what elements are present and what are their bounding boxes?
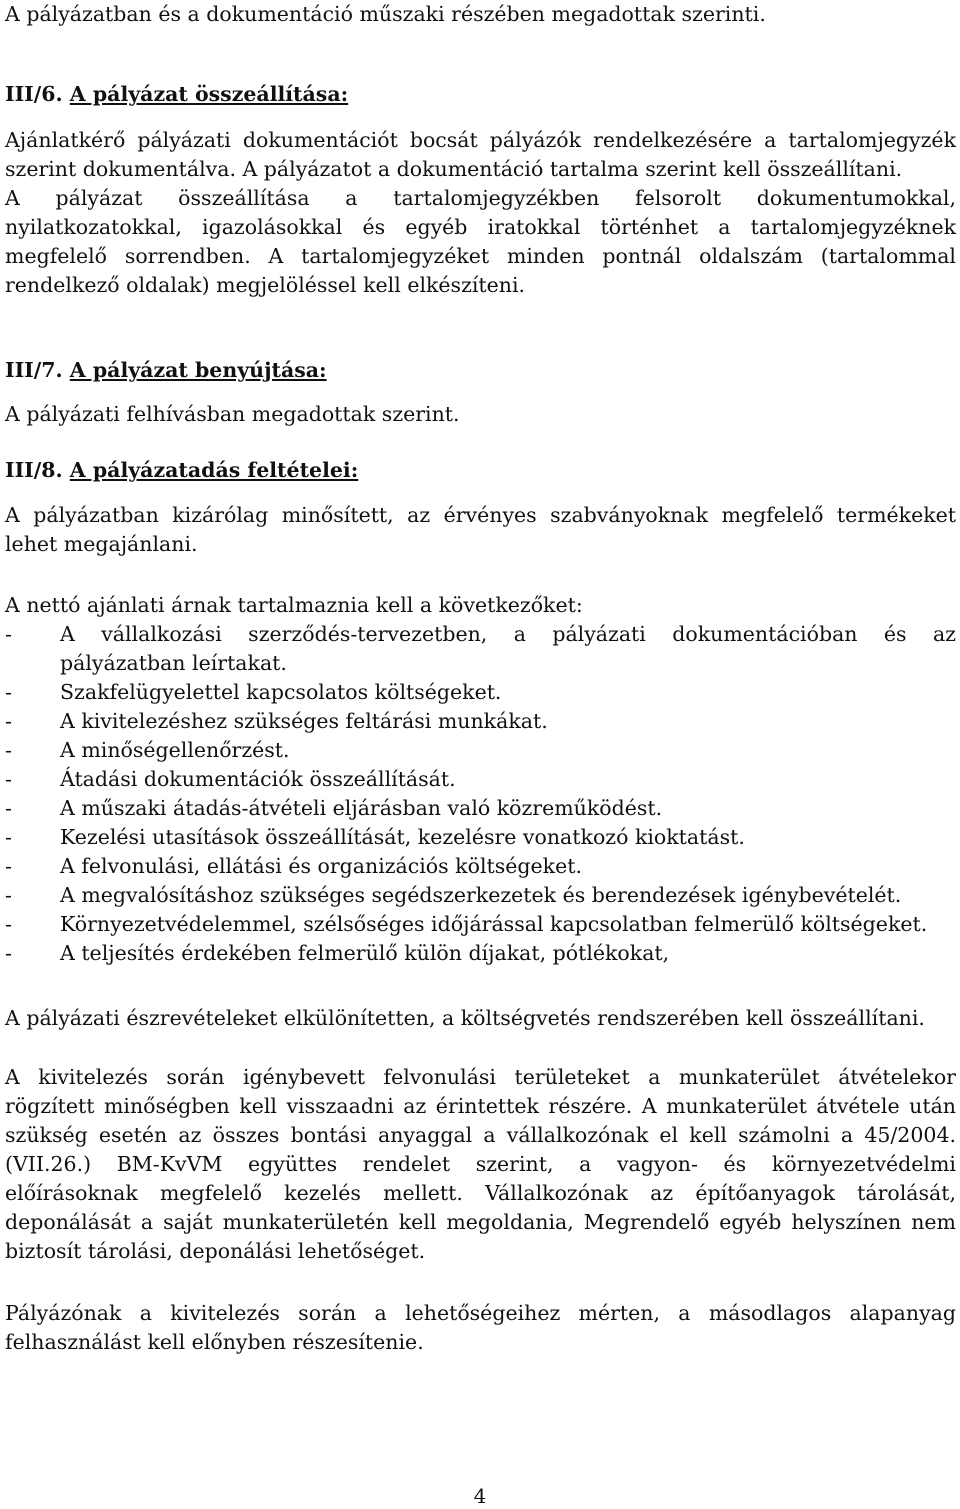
paragraph-line: Ajánlatkérő pályázati dokumentációt bocsát pályázók rendelkezésére a tartalomjegyzék [5, 128, 956, 152]
list-dash: - [5, 825, 12, 849]
paragraph-line: A pályázati felhívásban megadottak szerint. [5, 402, 460, 426]
list-item-text: A kivitelezéshez szükséges feltárási munkákat. [60, 709, 548, 733]
paragraph-line: szükség esetén az összes bontási anyaggal a vállalkozónak el kell számolni a 45/2004. [5, 1123, 956, 1147]
paragraph-line: A pályázati észrevételeket elkülönítetten, a költségvetés rendszerében kell összeállítani. [5, 1006, 925, 1030]
list-item-text: pályázatban leírtakat. [60, 651, 287, 675]
list-dash: - [5, 796, 12, 820]
list-item-text: A teljesítés érdekében felmerülő külön díjakat, pótlékokat, [60, 941, 670, 965]
list-dash: - [5, 622, 12, 646]
list-item-text: A minőségellenőrzést. [60, 738, 290, 762]
paragraph-line: biztosít tárolási, deponálási lehetőséget. [5, 1239, 426, 1263]
paragraph-line: (VII.26.) BM-KvVM együttes rendelet szerint, a vagyon- és környezetvédelmi [5, 1152, 956, 1176]
paragraph-line: Pályázónak a kivitelezés során a lehetőségeihez mérten, a másodlagos alapanyag [5, 1301, 956, 1325]
paragraph-line: A pályázat összeállítása a tartalomjegyzékben felsorolt dokumentumokkal, [5, 186, 956, 210]
section-title: A pályázat összeállítása: [69, 82, 349, 106]
list-item-text: A műszaki átadás-átvételi eljárásban való közreműködést. [60, 796, 663, 820]
list-dash: - [5, 709, 12, 733]
paragraph-line: lehet megajánlani. [5, 532, 198, 556]
section-heading-7 [5, 356, 327, 384]
paragraph-line: rendelkező oldalak) megjelöléssel kell elkészíteni. [5, 273, 526, 297]
list-item-text: Kezelési utasítások összeállítását, kezelésre vonatkozó kioktatást. [60, 825, 745, 849]
list-item-text: A megvalósításhoz szükséges segédszerkezetek és berendezések igénybevételét. [60, 883, 902, 907]
section-number: III/8. [5, 458, 63, 482]
paragraph-line: szerint dokumentálva. A pályázatot a dokumentáció tartalma szerint kell összeállítani. [5, 157, 903, 181]
list-dash: - [5, 680, 12, 704]
paragraph-line: előírásoknak megfelelő kezelés mellett. Vállalkozónak az építőanyagok tárolását, [5, 1181, 956, 1205]
list-dash: - [5, 883, 12, 907]
section-title: A pályázatadás feltételei: [69, 458, 359, 482]
list-item-text: A vállalkozási szerződés-tervezetben, a pályázati dokumentációban és az [60, 622, 956, 646]
document-page [5, 0, 956, 1509]
intro-line: A pályázatban és a dokumentáció műszaki részében megadottak szerinti. [5, 2, 766, 26]
list-dash: - [5, 738, 12, 762]
paragraph-line: felhasználást kell előnyben részesítenie. [5, 1330, 424, 1354]
paragraph-line: nyilatkozatokkal, igazolásokkal és egyéb iratokkal történhet a tartalomjegyzéknek [5, 215, 956, 239]
section-number: III/6. [5, 82, 63, 106]
list-dash: - [5, 912, 12, 936]
section-heading-8 [5, 456, 358, 484]
paragraph-line: rögzített minőségben kell visszaadni az érintettek részére. A munkaterület átvétele után [5, 1094, 956, 1118]
paragraph-line: A kivitelezés során igénybevett felvonulási területeket a munkaterület átvételekor [5, 1065, 956, 1089]
list-dash: - [5, 854, 12, 878]
paragraph-line: deponálását a saját munkaterületén kell megoldania, Megrendelő egyéb helyszínen nem [5, 1210, 956, 1234]
section-number: III/7. [5, 358, 63, 382]
paragraph-line: megfelelő sorrendben. A tartalomjegyzéket minden pontnál oldalszám (tartalommal [5, 244, 956, 268]
list-item-text: A felvonulási, ellátási és organizációs költségeket. [60, 854, 582, 878]
list-item-text: Környezetvédelemmel, szélsőséges időjárással kapcsolatban felmerülő költségeket. [60, 912, 928, 936]
list-intro: A nettó ajánlati árnak tartalmaznia kell a következőket: [5, 593, 583, 617]
list-item-text: Átadási dokumentációk összeállítását. [60, 767, 456, 791]
list-dash: - [5, 767, 12, 791]
list-item-text: Szakfelügyelettel kapcsolatos költségeket. [60, 680, 502, 704]
section-title: A pályázat benyújtása: [69, 358, 327, 382]
section-heading-6 [5, 80, 348, 108]
page-number: 4 [473, 1484, 487, 1508]
list-dash: - [5, 941, 12, 965]
paragraph-line: A pályázatban kizárólag minősített, az érvényes szabványoknak megfelelő termékeket [5, 503, 956, 527]
